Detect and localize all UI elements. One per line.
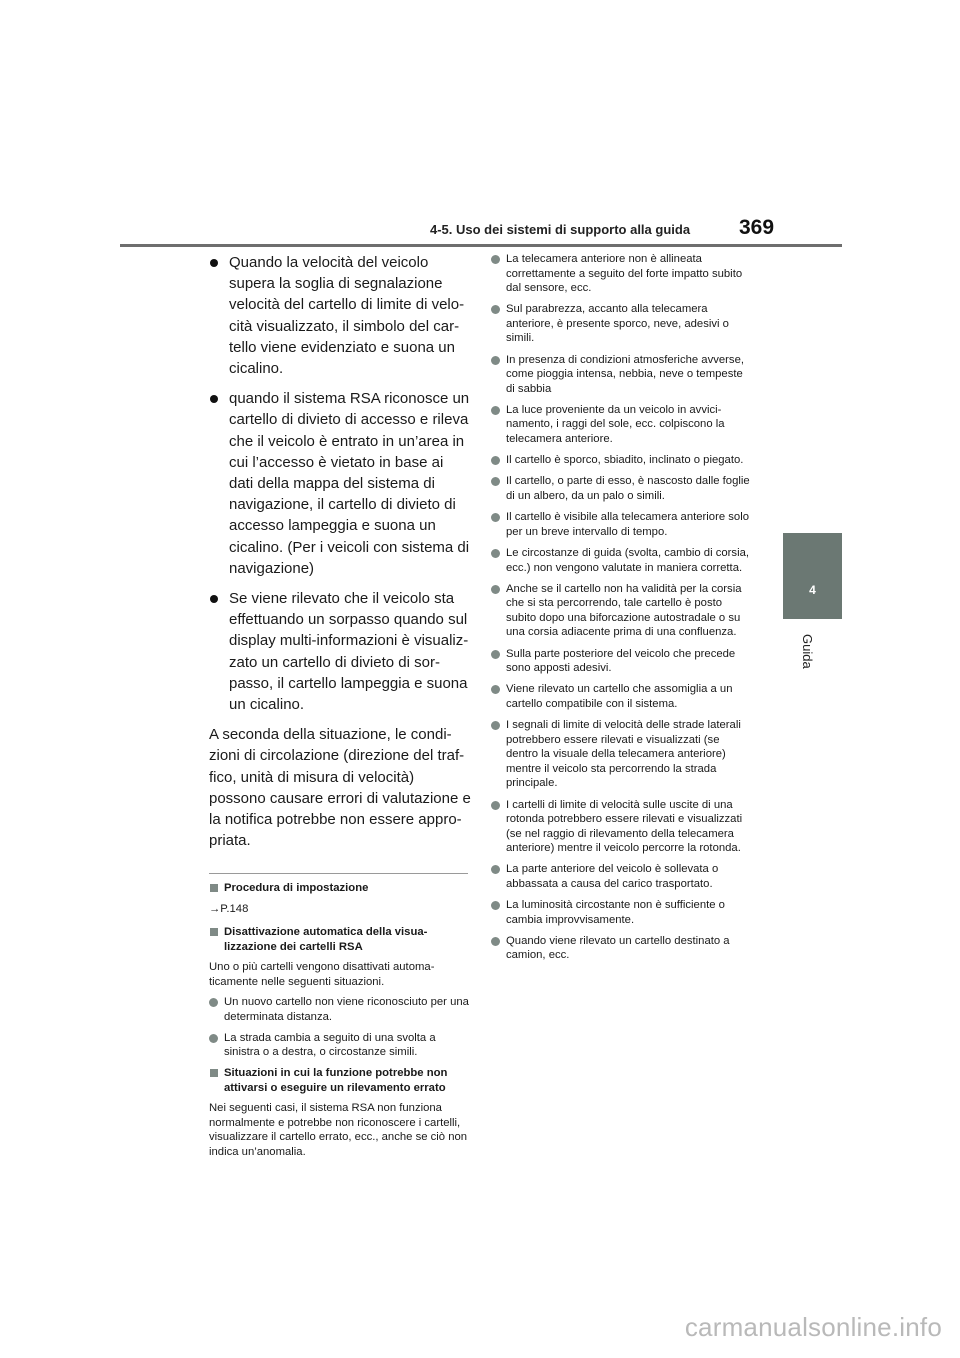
list-item-text: Sulla parte posteriore del veicolo che precede sono apposti adesivi.	[506, 647, 736, 675]
bullet-icon	[491, 901, 500, 910]
section-paragraph: Nei seguenti casi, il sistema RSA non funziona normalmente e potrebbe non riconoscere i cartelli, visualizzare il cartello errato, ecc., anche se ciò non indica un’anomalia.	[209, 1102, 468, 1158]
section-heading-text: Procedura di impostazione	[224, 882, 369, 895]
bullet-icon	[491, 255, 500, 264]
list-item-text: In presenza di condizioni atmosferiche avverse, come pioggia intensa, nebbia, neve o tempeste di sabbia	[506, 353, 744, 395]
bullet-icon	[491, 801, 500, 810]
list-item	[491, 353, 753, 397]
list-item	[491, 510, 753, 539]
section-divider	[209, 873, 468, 874]
list-item-text: La telecamera anteriore non è allineata correttamente a seguito del forte impatto subito dal sensore, ecc.	[506, 253, 743, 294]
list-item	[491, 582, 753, 640]
bullet-icon	[210, 395, 218, 403]
bullet-icon	[209, 1034, 218, 1043]
list-item	[491, 403, 753, 447]
chapter-tab-label: Guida	[800, 634, 815, 669]
list-item	[209, 252, 471, 379]
bullet-icon	[210, 595, 218, 603]
list-item-text: Il cartello, o parte di esso, è nascosto dalle foglie di un albero, da un palo o simili.	[506, 475, 750, 502]
bullet-icon	[491, 456, 500, 465]
list-item-text: Sul parabrezza, accanto alla telecamera anteriore, è presente sporco, neve, adesivi o simili.	[506, 303, 729, 345]
list-item	[491, 252, 753, 296]
list-item-text: Quando viene rilevato un cartello destinato a camion, ecc.	[506, 934, 730, 962]
list-item	[491, 718, 753, 791]
bullet-icon	[491, 685, 500, 694]
section-heading	[209, 881, 471, 896]
chapter-tab[interactable]	[783, 533, 842, 619]
list-item	[209, 995, 471, 1024]
list-item	[491, 862, 753, 891]
section-heading	[209, 925, 471, 954]
list-item-text: I segnali di limite di velocità delle strade laterali potrebbero essere rilevati e visualizzati (se dentro la visuale della telecamera anteriore) mentre il veicolo sta percorrendo la strada principale.	[506, 719, 741, 790]
bullet-icon	[491, 477, 500, 486]
list-item	[209, 388, 471, 579]
list-item-text: La parte anteriore del veicolo è sollevata o abbassata a causa del carico trasportato.	[506, 863, 719, 890]
body-paragraph: A seconda della situazione, le condizioni di circolazione (direzione del traffico, unità di misura di velocità) possono causare errori di valutazione e la notifica potrebbe non essere appropriata.	[209, 726, 471, 850]
watermark: carmanualsonline.info	[684, 1312, 942, 1342]
page-reference-link[interactable]: →P.148	[209, 902, 249, 915]
bullet-icon	[210, 259, 218, 267]
section-paragraph: Uno o più cartelli vengono disattivati automaticamente nelle seguenti situazioni.	[209, 961, 435, 988]
square-bullet-icon	[210, 1069, 218, 1077]
list-item-text: I cartelli di limite di velocità sulle uscite di una rotonda potrebbero essere rilevati e visualizzati (se nel raggio di rilevamento della telecamera anteriore) mentre il veicolo percorre la rotonda.	[506, 798, 743, 855]
bullet-icon	[491, 937, 500, 946]
list-item-text: Un nuovo cartello non viene riconosciuto per una determinata distanza.	[224, 996, 469, 1023]
list-item	[491, 934, 753, 963]
list-item-text: La luce proveniente da un veicolo in avvicinamento, i raggi del sole, ecc. colpiscono la telecamera anteriore.	[506, 403, 725, 445]
list-item	[209, 1031, 471, 1060]
list-item	[491, 474, 753, 503]
list-item	[491, 453, 753, 468]
section-heading-text: Situazioni in cui la funzione potrebbe non attivarsi o eseguire un rilevamento errato	[224, 1067, 448, 1094]
bullet-icon	[491, 305, 500, 314]
bullet-icon	[491, 721, 500, 730]
page-number: 369	[739, 216, 775, 239]
list-item-text: Quando la velocità del veicolo supera la soglia di segnalazione velocità del cartello di limite di velocità visualizzato, il simbolo del cartello viene evidenziato e suona un cicalino.	[229, 254, 465, 378]
list-item-text: quando il sistema RSA riconosce un cartello di divieto di accesso e rileva che il veicolo è entrato in un’area in cui l’accesso è vietato in base ai dati della mappa del sistema di navigazione, il cartello di divieto di accesso lampeggia e suona un cicalino. (Per i veicoli con sistema di navigazione)	[229, 390, 470, 577]
bullet-icon	[491, 406, 500, 415]
header-rule	[120, 244, 842, 247]
list-item-text: Se viene rilevato che il veicolo sta effettuando un sorpasso quando sul display multi-informazioni è visualizzato un cartello di divieto di sorpasso, il cartello lampeggia e suona un cicalino.	[229, 590, 469, 714]
list-item-text: Anche se il cartello non ha validità per la corsia che si sta percorrendo, tale cartello è posto subito dopo una biforcazione autostradale o su una corsia adiacente prima di una confluenza.	[506, 582, 742, 639]
bullet-icon	[491, 513, 500, 522]
bullet-icon	[491, 585, 500, 594]
list-item-text: Il cartello è sporco, sbiadito, inclinato o piegato.	[506, 454, 744, 467]
chapter-tab-number: 4	[809, 583, 816, 597]
list-item	[491, 302, 753, 346]
list-item-text: La strada cambia a seguito di una svolta a sinistra o a destra, o circostanze simili.	[224, 1031, 436, 1059]
list-item-text: La luminosità circostante non è sufficiente o cambia improvvisamente.	[506, 899, 725, 926]
list-item	[491, 682, 753, 711]
list-item-text: Viene rilevato un cartello che assomiglia a un cartello compatibile con il sistema.	[506, 683, 733, 710]
bullet-icon	[491, 549, 500, 558]
bullet-icon	[491, 650, 500, 659]
left-column	[209, 252, 471, 1165]
list-item-text: Il cartello è visibile alla telecamera anteriore solo per un breve intervallo di tempo.	[506, 511, 749, 538]
list-item-text: Le circostanze di guida (svolta, cambio di corsia, ecc.) non vengono valutate in maniera corretta.	[506, 547, 749, 574]
header-title: 4-5. Uso dei sistemi di supporto alla guida	[430, 222, 691, 237]
right-column	[491, 252, 753, 970]
list-item	[491, 546, 753, 575]
list-item	[491, 798, 753, 856]
square-bullet-icon	[210, 884, 218, 892]
square-bullet-icon	[210, 928, 218, 936]
list-item	[491, 898, 753, 927]
list-item	[491, 647, 753, 676]
bullet-icon	[209, 998, 218, 1007]
section-heading-text: Disattivazione automatica della visualizzazione dei cartelli RSA	[224, 926, 428, 953]
bullet-icon	[491, 865, 500, 874]
section-heading	[209, 1066, 471, 1095]
list-item	[209, 588, 471, 715]
bullet-icon	[491, 356, 500, 365]
